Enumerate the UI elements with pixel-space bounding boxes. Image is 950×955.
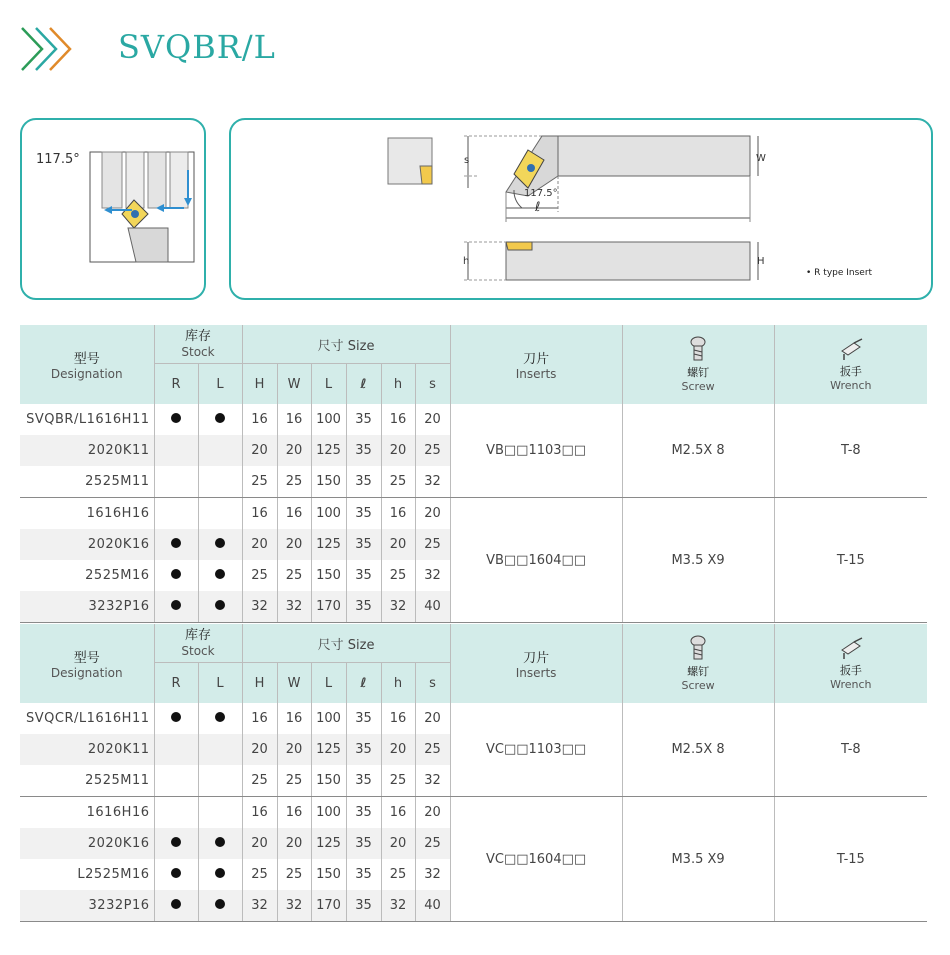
size-H-cell: 20 [242,529,277,560]
size-h-cell: 25 [381,859,415,890]
size-s-cell: 25 [415,435,450,466]
size-h-cell: 25 [381,765,415,797]
col-W-header: W [277,663,311,704]
stock-l-cell [198,466,242,498]
dim-angle-label: 117.5° [524,188,558,199]
size-H-cell: 20 [242,435,277,466]
wrench-icon [838,337,864,361]
table-row [20,498,927,530]
size-L-cell: 125 [311,435,346,466]
dim-h-label: h [463,256,470,267]
tool-holder-side-view [458,236,778,286]
designation-cell: 2525M16 [20,560,154,591]
table-1-body [20,404,927,623]
inserts-header: 刀片 Inserts [450,624,622,703]
size-H-cell: 32 [242,591,277,623]
size-l-cell: 35 [346,591,381,623]
insert-type-note: • R type Insert [806,268,873,278]
in-stock-dot-icon [215,899,225,909]
size-h-cell: 25 [381,560,415,591]
size-s-cell: 20 [415,797,450,829]
size-W-cell: 32 [277,591,311,623]
size-h-cell: 25 [381,466,415,498]
in-stock-dot-icon [171,868,181,878]
size-L-cell: 150 [311,466,346,498]
size-W-cell: 20 [277,828,311,859]
size-s-cell: 32 [415,466,450,498]
screw-header: 螺钉 Screw [622,624,774,703]
stock-l-cell [198,765,242,797]
stock-r-cell [154,498,198,530]
designation-cell: L2525M16 [20,859,154,890]
size-H-cell: 16 [242,498,277,530]
stock-l-cell [198,435,242,466]
size-L-cell: 150 [311,765,346,797]
chevron-logo-icon [18,24,80,74]
size-L-cell: 125 [311,529,346,560]
size-W-cell: 16 [277,703,311,734]
size-W-cell: 16 [277,498,311,530]
designation-cell: 2020K11 [20,435,154,466]
insert-side-view [386,136,436,188]
size-s-cell: 40 [415,890,450,922]
col-s-header: s [415,663,450,704]
stock-l-cell [198,529,242,560]
size-H-cell: 20 [242,828,277,859]
size-L-cell: 100 [311,498,346,530]
col-W-header: W [277,364,311,405]
stock-l-cell [198,797,242,829]
size-H-cell: 16 [242,404,277,435]
in-stock-dot-icon [215,413,225,423]
size-l-cell: 35 [346,703,381,734]
in-stock-dot-icon [171,712,181,722]
size-L-cell: 100 [311,703,346,734]
size-L-cell: 150 [311,560,346,591]
in-stock-dot-icon [215,868,225,878]
size-h-cell: 20 [381,734,415,765]
wrench-icon [838,636,864,660]
wrench-cell: T-8 [774,703,927,797]
insert-cell: VB□□1103□□ [450,404,622,498]
size-l-cell: 35 [346,529,381,560]
size-L-cell: 170 [311,591,346,623]
stock-l-cell [198,890,242,922]
size-s-cell: 25 [415,529,450,560]
designation-cell: 2020K16 [20,828,154,859]
size-s-cell: 20 [415,703,450,734]
stock-r-cell [154,591,198,623]
spec-table-2 [20,624,927,922]
stock-l-cell [198,404,242,435]
screw-icon [689,635,707,661]
stock-l-cell [198,560,242,591]
col-H-header: H [242,663,277,704]
wrench-header: 扳手 Wrench [774,325,927,404]
size-h-cell: 16 [381,797,415,829]
size-W-cell: 25 [277,466,311,498]
size-L-cell: 150 [311,859,346,890]
size-H-cell: 16 [242,797,277,829]
stock-l-cell [198,859,242,890]
inserts-header: 刀片 Inserts [450,325,622,404]
col-H-header: H [242,364,277,405]
size-l-cell: 35 [346,859,381,890]
size-W-cell: 16 [277,797,311,829]
dim-H-label: H [757,256,765,267]
size-H-cell: 25 [242,859,277,890]
size-l-cell: 35 [346,435,381,466]
in-stock-dot-icon [215,837,225,847]
size-l-cell: 35 [346,828,381,859]
in-stock-dot-icon [171,837,181,847]
size-h-cell: 20 [381,828,415,859]
size-L-cell: 100 [311,797,346,829]
stock-r-cell [154,859,198,890]
in-stock-dot-icon [171,413,181,423]
stock-r-cell [154,560,198,591]
machining-diagram [88,150,198,265]
designation-cell: 3232P16 [20,591,154,623]
size-l-cell: 35 [346,560,381,591]
col-L-header: L [311,663,346,704]
size-l-cell: 35 [346,466,381,498]
size-H-cell: 32 [242,890,277,922]
stock-header: 库存 Stock [154,325,242,364]
size-W-cell: 16 [277,404,311,435]
size-header: 尺寸 Size [242,325,450,364]
size-header: 尺寸 Size [242,624,450,663]
in-stock-dot-icon [171,569,181,579]
in-stock-dot-icon [215,600,225,610]
stock-r-header: R [154,663,198,704]
dim-s-label: s [464,155,470,166]
designation-cell: 1616H16 [20,498,154,530]
stock-r-cell [154,435,198,466]
approach-angle-label: 117.5° [36,152,80,167]
stock-r-cell [154,765,198,797]
size-h-cell: 16 [381,703,415,734]
stock-r-cell [154,703,198,734]
screw-icon [689,336,707,362]
size-l-cell: 35 [346,765,381,797]
size-L-cell: 125 [311,734,346,765]
designation-cell: 1616H16 [20,797,154,829]
col-l-header: ℓ [346,364,381,405]
screw-cell: M3.5 X9 [622,797,774,922]
in-stock-dot-icon [171,899,181,909]
col-s-header: s [415,364,450,405]
size-l-cell: 35 [346,404,381,435]
size-s-cell: 25 [415,734,450,765]
stock-r-cell [154,404,198,435]
size-H-cell: 25 [242,560,277,591]
stock-r-cell [154,734,198,765]
size-W-cell: 20 [277,529,311,560]
table-2-body [20,703,927,922]
stock-l-cell [198,734,242,765]
designation-cell: SVQCR/L1616H11 [20,703,154,734]
page-title: SVQBR/L [118,28,276,66]
in-stock-dot-icon [171,538,181,548]
wrench-cell: T-15 [774,498,927,623]
size-h-cell: 20 [381,529,415,560]
screw-header: 螺钉 Screw [622,325,774,404]
size-W-cell: 25 [277,765,311,797]
size-W-cell: 20 [277,435,311,466]
stock-r-cell [154,828,198,859]
dim-w-label: W [756,153,766,164]
wrench-header: 扳手 Wrench [774,624,927,703]
size-H-cell: 16 [242,703,277,734]
table-row [20,703,927,734]
stock-l-cell [198,498,242,530]
size-l-cell: 35 [346,890,381,922]
stock-r-header: R [154,364,198,405]
screw-cell: M3.5 X9 [622,498,774,623]
spec-table-1 [20,325,927,623]
tool-holder-top-view [458,130,778,230]
dim-l-label: ℓ [535,200,541,215]
size-L-cell: 170 [311,890,346,922]
designation-cell: SVQBR/L1616H11 [20,404,154,435]
size-s-cell: 20 [415,498,450,530]
size-s-cell: 40 [415,591,450,623]
screw-cell: M2.5X 8 [622,703,774,797]
size-H-cell: 25 [242,466,277,498]
designation-cell: 3232P16 [20,890,154,922]
size-h-cell: 16 [381,498,415,530]
size-s-cell: 25 [415,828,450,859]
size-h-cell: 20 [381,435,415,466]
stock-r-cell [154,890,198,922]
col-l-header: ℓ [346,663,381,704]
size-H-cell: 20 [242,734,277,765]
size-l-cell: 35 [346,498,381,530]
size-h-cell: 16 [381,404,415,435]
size-W-cell: 32 [277,890,311,922]
size-h-cell: 32 [381,591,415,623]
size-W-cell: 25 [277,859,311,890]
size-l-cell: 35 [346,734,381,765]
designation-header: 型号 Designation [20,325,154,404]
stock-r-cell [154,529,198,560]
in-stock-dot-icon [215,569,225,579]
stock-header: 库存 Stock [154,624,242,663]
size-L-cell: 125 [311,828,346,859]
screw-cell: M2.5X 8 [622,404,774,498]
size-s-cell: 32 [415,859,450,890]
designation-cell: 2020K11 [20,734,154,765]
designation-cell: 2525M11 [20,765,154,797]
stock-r-cell [154,797,198,829]
stock-l-cell [198,703,242,734]
insert-cell: VC□□1604□□ [450,797,622,922]
table-row [20,797,927,829]
size-H-cell: 25 [242,765,277,797]
stock-l-cell [198,591,242,623]
size-s-cell: 20 [415,404,450,435]
size-s-cell: 32 [415,765,450,797]
stock-l-cell [198,828,242,859]
size-W-cell: 20 [277,734,311,765]
designation-cell: 2525M11 [20,466,154,498]
stock-r-cell [154,466,198,498]
stock-l-header: L [198,364,242,405]
col-L-header: L [311,364,346,405]
in-stock-dot-icon [171,600,181,610]
wrench-cell: T-8 [774,404,927,498]
in-stock-dot-icon [215,538,225,548]
size-W-cell: 25 [277,560,311,591]
size-h-cell: 32 [381,890,415,922]
stock-l-header: L [198,663,242,704]
insert-cell: VB□□1604□□ [450,498,622,623]
designation-cell: 2020K16 [20,529,154,560]
in-stock-dot-icon [215,712,225,722]
col-h-header: h [381,663,415,704]
designation-header: 型号 Designation [20,624,154,703]
size-L-cell: 100 [311,404,346,435]
table-row [20,404,927,435]
wrench-cell: T-15 [774,797,927,922]
col-h-header: h [381,364,415,405]
size-s-cell: 32 [415,560,450,591]
size-l-cell: 35 [346,797,381,829]
insert-cell: VC□□1103□□ [450,703,622,797]
